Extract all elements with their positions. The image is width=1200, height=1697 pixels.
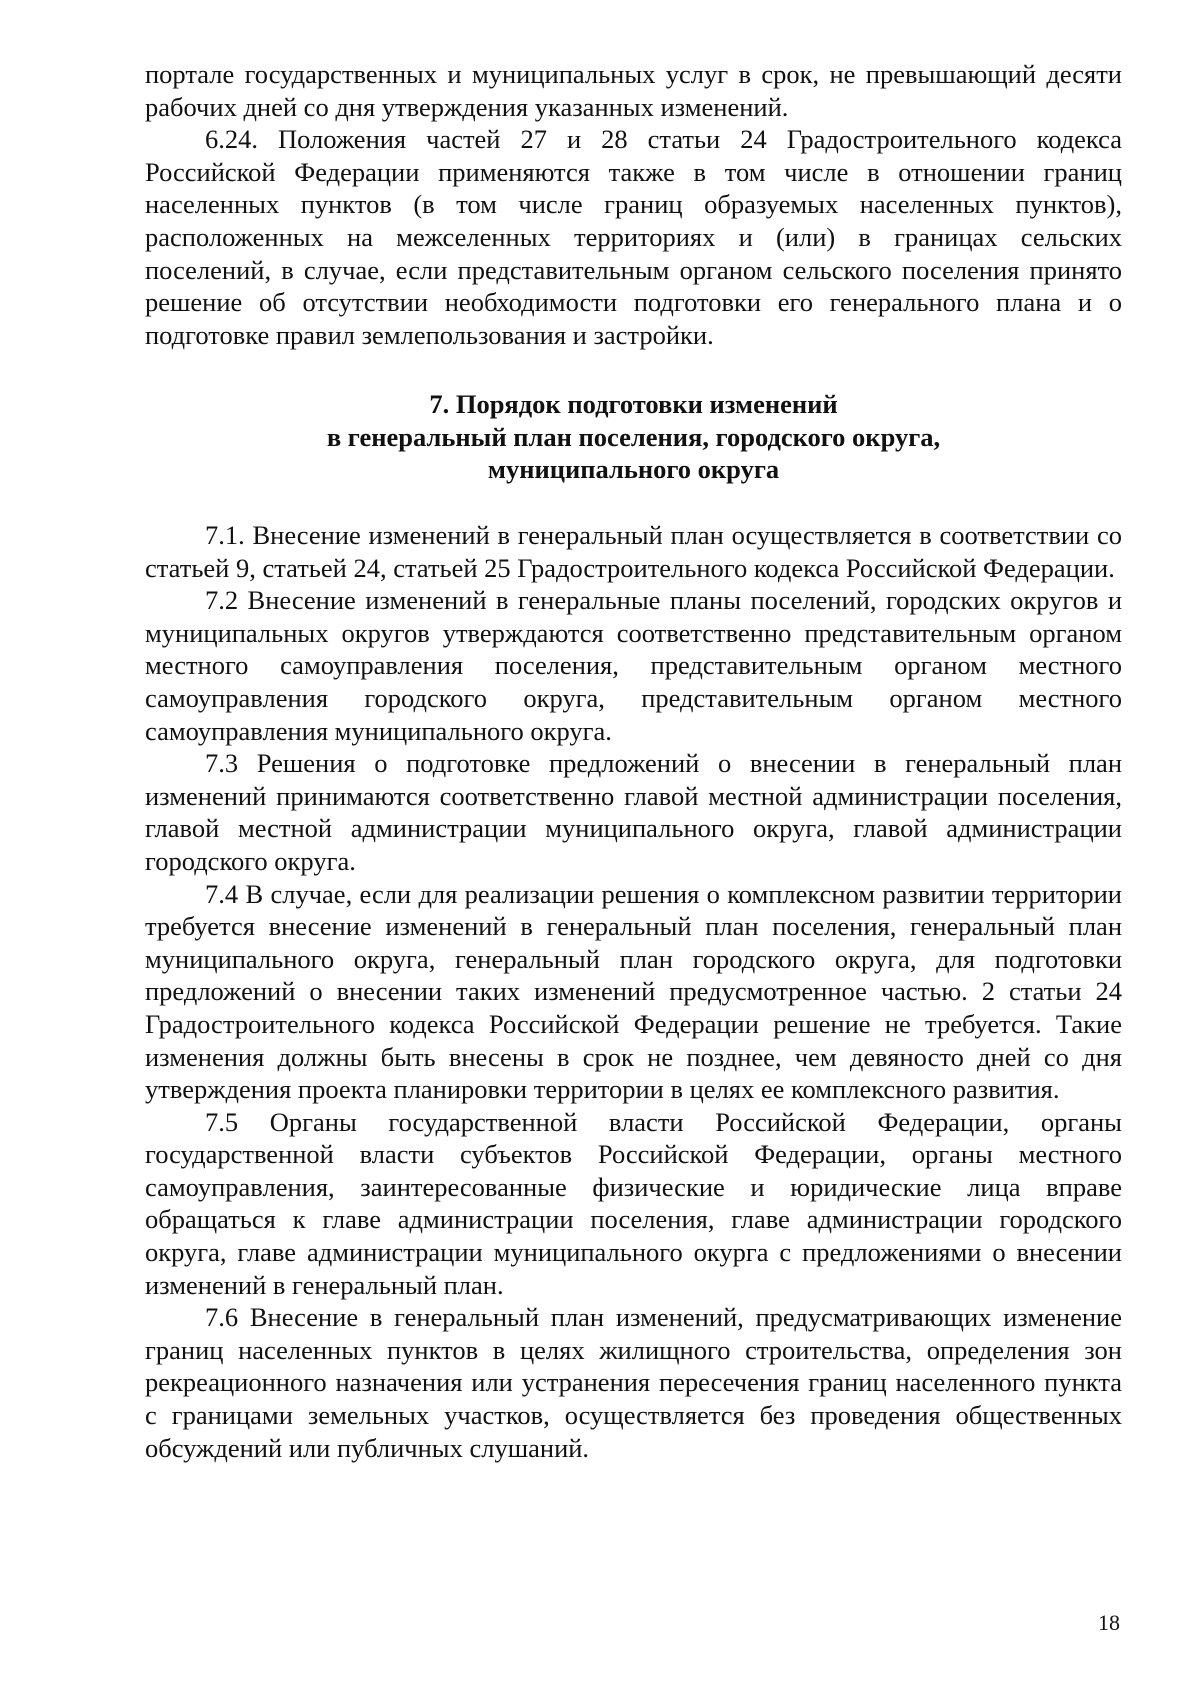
section-heading-line-2: в генеральный план поселения, городского округа, xyxy=(326,421,941,452)
section-heading xyxy=(145,388,1122,486)
paragraph-6-24: 6.24. Положения частей 27 и 28 статьи 24 Градостроительного кодекса Российской Федерации применяются также в том числе в отношении границ населенных пунктов (в том числе границ образуемых населенных пунктов), расположенных на межселенных территориях и (или) в границах сельских поселений, в случае, если представительным органом сельского поселения принято решение об отсутствии необходимости подготовки его генерального плана и о подготовке правил землепользования и застройки. xyxy=(145,124,1122,350)
paragraph-7-1: 7.1. Внесение изменений в генеральный план осуществляется в соответствии со статьей 9, статьей 24, статьей 25 Градостроительного кодекса Российской Федерации. xyxy=(145,520,1122,583)
paragraph-7-2: 7.2 Внесение изменений в генеральные планы поселений, городских округов и муниципальных округов утверждаются соответственно представительным органом местного самоуправления поселения, представительным органом местного самоуправления городского округа, представительным органом местного самоуправления муниципального округа. xyxy=(145,585,1122,746)
section-heading-line-3: муниципального округа xyxy=(487,454,780,485)
page-number: 18 xyxy=(1098,1610,1120,1635)
paragraph-7-5: 7.5 Органы государственной власти Российской Федерации, органы государственной власти субъектов Российской Федерации, органы местного самоуправления, заинтересованные физические и юридические лица вправе обращаться к главе администрации поселения, главе администрации городского округа, главе администрации муниципального окурга с предложениями о внесении изменений в генеральный план. xyxy=(145,1106,1122,1300)
paragraph-7-4: 7.4 В случае, если для реализации решения о комплексном развитии территории требуется внесение изменений в генеральный план поселения, генеральный план муниципального округа, генеральный план городского округа, для подготовки предложений о внесении таких изменений предусмотренное частью. 2 статьи 24 Градостроительного кодекса Российской Федерации решение не требуется. Такие изменения должны быть внесены в срок не позднее, чем девяносто дней со дня утверждения проекта планировки территории в целях ее комплексного развития. xyxy=(145,878,1122,1105)
section-heading-line-1: 7. Порядок подготовки изменений xyxy=(429,389,838,419)
top-text-block xyxy=(145,58,1122,351)
paragraph-7-6: 7.6 Внесение в генеральный план изменений, предусматривающих изменение границ населенных пунктов в целях жилищного строительства, определения зон рекреационного назначения или устранения пересечения границ населенного пункта с границами земельных участков, осуществляется без проведения общественных обсуждений или публичных слушаний. xyxy=(145,1302,1122,1463)
paragraph-7-3: 7.3 Решения о подготовке предложений о внесении в генеральный план изменений принимаются соответственно главой местной администрации поселения, главой местной администрации муниципального округа, главой администрации городского округа. xyxy=(145,748,1122,876)
continuation-paragraph: порталe государственных и муниципальных услуг в срок, не превышающий десяти рабочих дней со дня утверждения указанных изменений. xyxy=(145,59,1122,122)
section-body xyxy=(145,519,1122,1464)
